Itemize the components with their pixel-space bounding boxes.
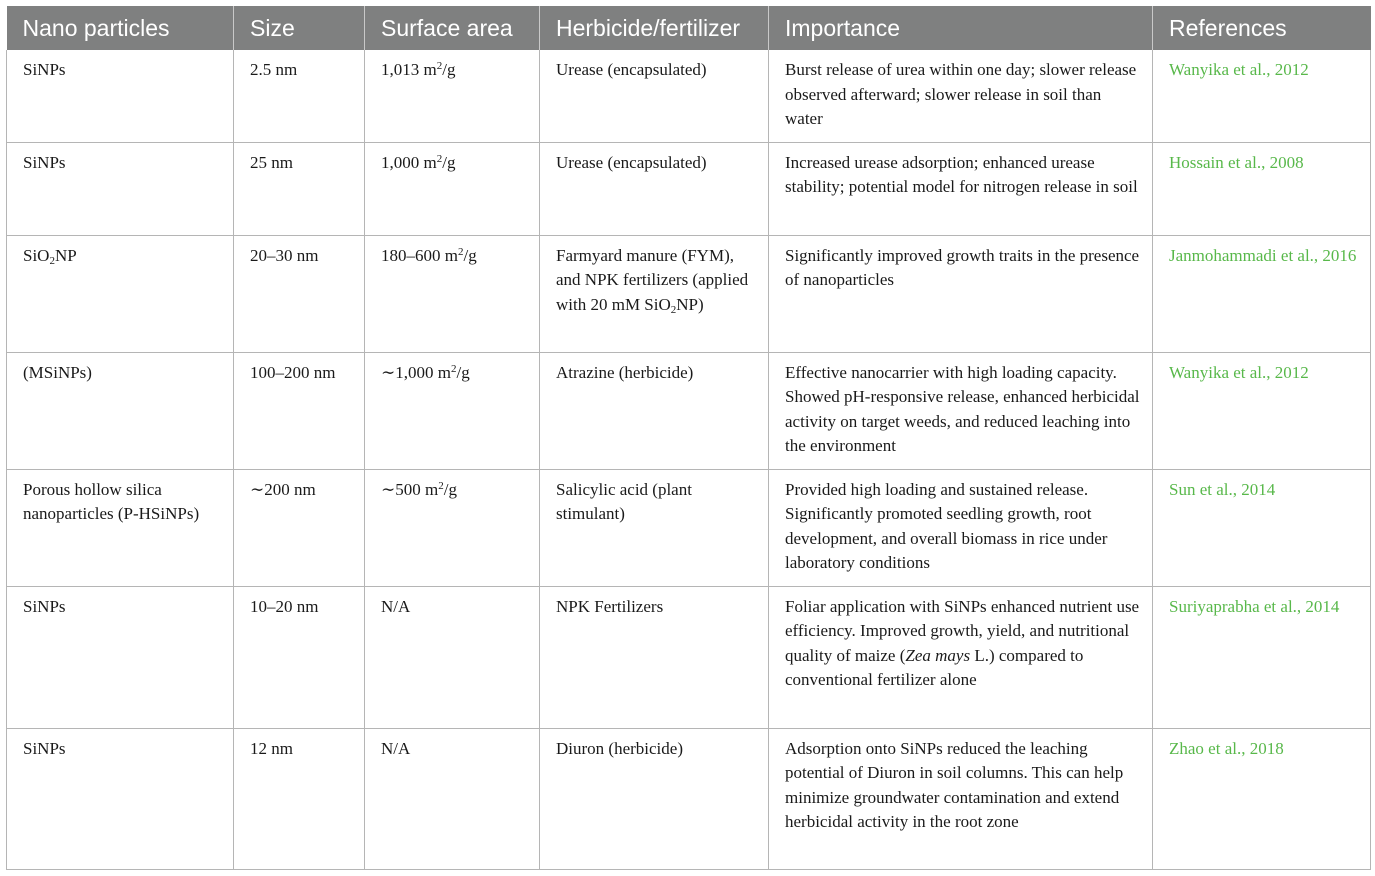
cell-agent: Farmyard manure (FYM), and NPK fertilizers (applied with 20 mM SiO$_2$NP) [540,235,769,352]
table-row [7,728,1371,869]
cell-nano-particle: SiNPs [7,50,234,142]
table-header [7,6,1371,50]
header-references: References [1153,6,1371,50]
cell-importance: Significantly improved growth traits in the presence of nanoparticles [769,235,1153,352]
header-importance: Importance [769,6,1153,50]
cell-size: 2.5 nm [234,50,365,142]
cell-surface-area: 1,000 $m^2/g$ [365,142,540,235]
cell-size: 100–200 nm [234,352,365,469]
table-row [7,50,1371,142]
cell-agent: Urease (encapsulated) [540,50,769,142]
header-nano-particles: Nano particles [7,6,234,50]
table-row [7,469,1371,586]
cell-agent: Atrazine (herbicide) [540,352,769,469]
header-surface-area: Surface area [365,6,540,50]
cell-nano-particle: SiNPs [7,586,234,728]
table-row [7,235,1371,352]
reference-link[interactable]: Suriyaprabha et al., 2014 [1153,586,1371,728]
cell-agent: NPK Fertilizers [540,586,769,728]
cell-surface-area: 180–600 $m^2/g$ [365,235,540,352]
cell-agent: Diuron (herbicide) [540,728,769,869]
cell-importance: Foliar application with SiNPs enhanced nutrient use efficiency. Improved growth, yield, and nutritional quality of maize (Zea mays L.) compared to conventional fertilizer alone [769,586,1153,728]
reference-link[interactable]: Hossain et al., 2008 [1153,142,1371,235]
cell-size: 25 nm [234,142,365,235]
reference-link[interactable]: Wanyika et al., 2012 [1153,352,1371,469]
table-row [7,586,1371,728]
reference-link[interactable]: Sun et al., 2014 [1153,469,1371,586]
cell-importance: Provided high loading and sustained release. Significantly promoted seedling growth, root development, and overall biomass in rice under laboratory conditions [769,469,1153,586]
header-size: Size [234,6,365,50]
cell-size: 20–30 nm [234,235,365,352]
table-row [7,352,1371,469]
reference-link[interactable]: Janmohammadi et al., 2016 [1153,235,1371,352]
cell-nano-particle: Porous hollow silica nanoparticles (P-HSiNPs) [7,469,234,586]
cell-surface-area: ∼1,000 $m^2/g$ [365,352,540,469]
cell-importance: Adsorption onto SiNPs reduced the leaching potential of Diuron in soil columns. This can help minimize groundwater contamination and extend herbicidal activity in the root zone [769,728,1153,869]
header-row [7,6,1371,50]
cell-importance: Burst release of urea within one day; slower release observed afterward; slower release in soil than water [769,50,1153,142]
cell-size: 12 nm [234,728,365,869]
cell-surface-area: ∼500 $m^2/g$ [365,469,540,586]
reference-link[interactable]: Zhao et al., 2018 [1153,728,1371,869]
cell-size: ∼200 nm [234,469,365,586]
cell-nano-particle: SiNPs [7,728,234,869]
cell-surface-area: 1,013 $m^2/g$ [365,50,540,142]
cell-agent: Salicylic acid (plant stimulant) [540,469,769,586]
header-herbicide-fertilizer: Herbicide/fertilizer [540,6,769,50]
cell-nano-particle: SiO$_2$NP [7,235,234,352]
cell-agent: Urease (encapsulated) [540,142,769,235]
cell-importance: Effective nanocarrier with high loading capacity. Showed pH-responsive release, enhanced herbicidal activity on target weeds, and reduced leaching into the environment [769,352,1153,469]
cell-importance: Increased urease adsorption; enhanced urease stability; potential model for nitrogen release in soil [769,142,1153,235]
reference-link[interactable]: Wanyika et al., 2012 [1153,50,1371,142]
table-body [7,50,1371,869]
cell-size: 10–20 nm [234,586,365,728]
cell-nano-particle: (MSiNPs) [7,352,234,469]
cell-surface-area: N/A [365,728,540,869]
table-row [7,142,1371,235]
cell-nano-particle: SiNPs [7,142,234,235]
nanoparticle-table [6,6,1371,870]
cell-surface-area: N/A [365,586,540,728]
